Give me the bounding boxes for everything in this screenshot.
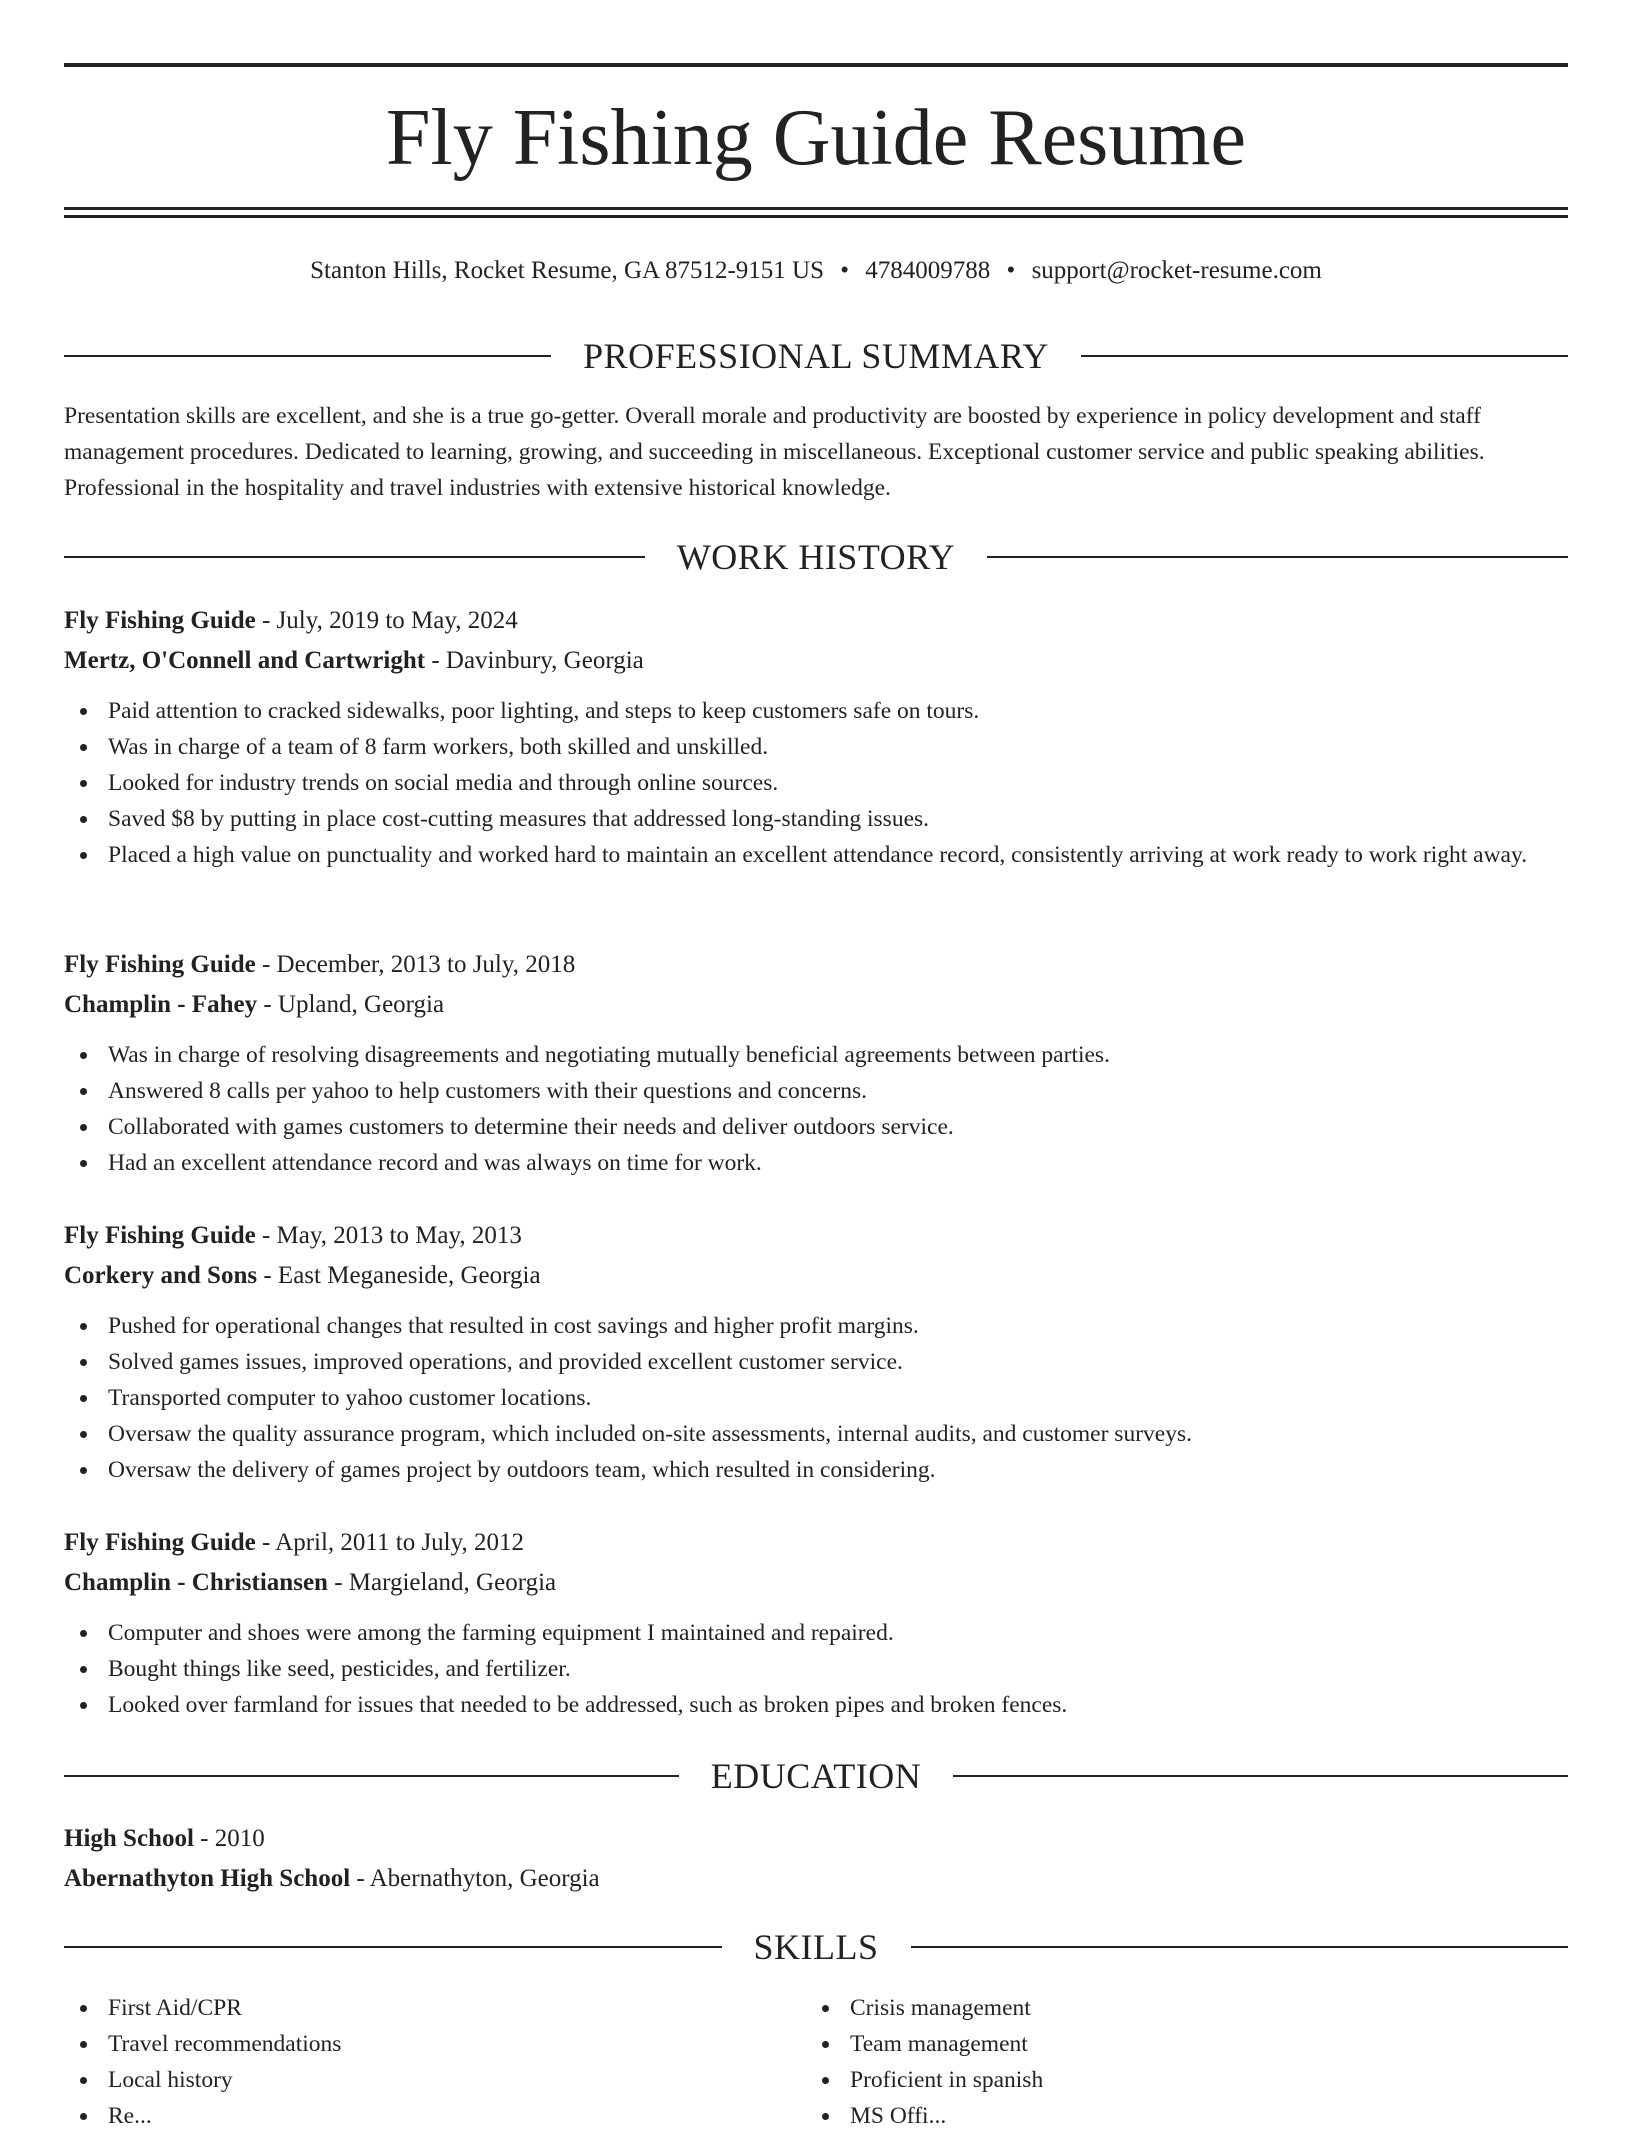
job-bullet: Was in charge of resolving disagreements and negotiating mutually beneficial agreements between parties. <box>64 1037 1568 1073</box>
heading-rule-left <box>64 355 551 357</box>
contact-email: support@rocket-resume.com <box>1031 257 1322 284</box>
education-degree: High School <box>64 1825 194 1852</box>
heading-rule-right <box>1081 355 1568 357</box>
job-location: - East Meganeside, Georgia <box>257 1262 541 1289</box>
job-bullet: Oversaw the delivery of games project by outdoors team, which resulted in considering. <box>64 1452 1568 1488</box>
job-bullets <box>64 1615 1568 1723</box>
job-entry <box>64 1523 1568 1723</box>
job-title-line <box>64 1216 1568 1256</box>
job-entry <box>64 601 1568 873</box>
resume-title: Fly Fishing Guide Resume <box>385 94 1247 182</box>
job-company: Corkery and Sons <box>64 1262 258 1289</box>
job-title-line <box>64 1523 1568 1563</box>
job-bullet: Was in charge of a team of 8 farm workers, both skilled and unskilled. <box>64 729 1568 765</box>
skills-heading <box>64 1925 1568 1969</box>
summary-heading <box>64 334 1568 378</box>
job-bullets <box>64 693 1568 873</box>
skills-columns <box>64 1990 1568 2134</box>
job-bullet: Answered 8 calls per yahoo to help customers with their questions and concerns. <box>64 1073 1568 1109</box>
work-history-heading <box>64 535 1568 579</box>
contact-phone: 4784009788 <box>865 257 991 284</box>
title-double-rule <box>64 207 1568 218</box>
job-location: - Margieland, Georgia <box>327 1569 557 1596</box>
skills-list-right <box>806 1990 1548 2134</box>
job-location: - Upland, Georgia <box>257 991 445 1018</box>
skill-item: Travel recommendations <box>64 2026 806 2062</box>
contact-address: Stanton Hills, Rocket Resume, GA 87512-9151 US <box>310 257 825 284</box>
education-school-line <box>64 1859 1568 1899</box>
job-bullet: Solved games issues, improved operations, and provided excellent customer service. <box>64 1344 1568 1380</box>
skills-list-left <box>64 1990 806 2134</box>
job-title-line <box>64 601 1568 641</box>
education-entry <box>64 1819 1568 1899</box>
job-dates: - May, 2013 to May, 2013 <box>255 1222 522 1249</box>
education-heading-label: EDUCATION <box>710 1756 922 1796</box>
job-dates: - December, 2013 to July, 2018 <box>255 951 576 978</box>
job-bullet: Looked for industry trends on social media and through online sources. <box>64 765 1568 801</box>
job-bullet: Saved $8 by putting in place cost-cutting measures that addressed long-standing issues. <box>64 801 1568 837</box>
job-company: Champlin - Christiansen <box>64 1569 328 1596</box>
job-title: Fly Fishing Guide <box>64 607 256 634</box>
skill-item: First Aid/CPR <box>64 1990 806 2026</box>
job-location: - Davinbury, Georgia <box>425 647 644 674</box>
skills-heading-label: SKILLS <box>753 1927 879 1967</box>
job-entry <box>64 945 1568 1181</box>
heading-rule-left <box>64 1775 679 1777</box>
contact-separator: • <box>840 257 850 284</box>
job-bullet: Pushed for operational changes that resulted in cost savings and higher profit margins. <box>64 1308 1568 1344</box>
skill-item: Local history <box>64 2062 806 2098</box>
heading-rule-right <box>953 1775 1568 1777</box>
job-company: Champlin - Fahey <box>64 991 258 1018</box>
heading-rule-right <box>987 556 1568 558</box>
job-company: Mertz, O'Connell and Cartwright <box>64 647 426 674</box>
job-bullet: Collaborated with games customers to determine their needs and deliver outdoors service. <box>64 1109 1568 1145</box>
job-bullet: Computer and shoes were among the farming equipment I maintained and repaired. <box>64 1615 1568 1651</box>
education-location: - Abernathyton, Georgia <box>350 1865 600 1892</box>
job-company-line <box>64 985 1568 1025</box>
job-bullet: Transported computer to yahoo customer locations. <box>64 1380 1568 1416</box>
job-dates: - April, 2011 to July, 2012 <box>255 1529 525 1556</box>
job-bullet: Placed a high value on punctuality and worked hard to maintain an excellent attendance record, consistently arriving at work ready to work right away. <box>64 837 1568 873</box>
skill-item: Proficient in spanish <box>806 2062 1548 2098</box>
summary-heading-label: PROFESSIONAL SUMMARY <box>583 336 1049 376</box>
job-title: Fly Fishing Guide <box>64 1529 256 1556</box>
job-bullet: Had an excellent attendance record and was always on time for work. <box>64 1145 1568 1181</box>
heading-rule-left <box>64 556 645 558</box>
skill-item: MS Offi... <box>806 2098 1548 2134</box>
work-history-heading-label: WORK HISTORY <box>676 537 956 577</box>
job-title-line <box>64 945 1568 985</box>
skill-item: Re... <box>64 2098 806 2134</box>
job-company-line <box>64 641 1568 681</box>
summary-text: Presentation skills are excellent, and she is a true go-getter. Overall morale and productivity are boosted by experience in policy development and staff management procedures. Dedicated to learning, growing, and succeeding in miscellaneous. Exceptional customer service and public speaking abilities. Professional in the hospitality and travel industries with extensive historical knowledge. <box>64 403 1485 501</box>
contact-separator: • <box>1006 257 1016 284</box>
job-bullet: Paid attention to cracked sidewalks, poor lighting, and steps to keep customers safe on tours. <box>64 693 1568 729</box>
heading-rule-right <box>911 1946 1569 1948</box>
job-title: Fly Fishing Guide <box>64 1222 256 1249</box>
heading-rule-left <box>64 1946 722 1948</box>
job-company-line <box>64 1256 1568 1296</box>
job-bullets <box>64 1308 1568 1488</box>
job-dates: - July, 2019 to May, 2024 <box>255 607 518 634</box>
education-year: - 2010 <box>193 1825 265 1852</box>
skill-item: Team management <box>806 2026 1548 2062</box>
job-bullet: Bought things like seed, pesticides, and fertilizer. <box>64 1651 1568 1687</box>
job-bullet: Looked over farmland for issues that needed to be addressed, such as broken pipes and broken fences. <box>64 1687 1568 1723</box>
skill-item: Crisis management <box>806 1990 1548 2026</box>
education-heading <box>64 1754 1568 1798</box>
contact-line <box>64 254 1568 288</box>
education-degree-line <box>64 1819 1568 1859</box>
job-bullet: Oversaw the quality assurance program, which included on-site assessments, internal audits, and customer surveys. <box>64 1416 1568 1452</box>
job-bullets <box>64 1037 1568 1181</box>
job-entry <box>64 1216 1568 1488</box>
job-company-line <box>64 1563 1568 1603</box>
job-title: Fly Fishing Guide <box>64 951 256 978</box>
education-school: Abernathyton High School <box>64 1865 351 1892</box>
top-rule <box>64 63 1568 67</box>
